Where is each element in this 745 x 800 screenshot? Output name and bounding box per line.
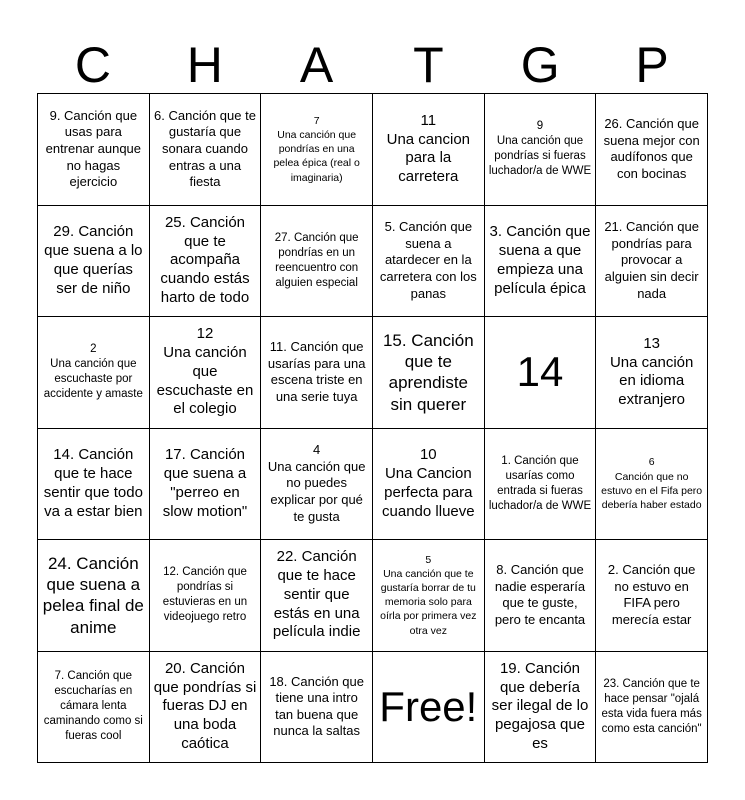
bingo-cell[interactable]: 24. Canción que suena a pelea final de anime — [38, 540, 150, 652]
bingo-cell[interactable]: 7. Canción que escucharías en cámara lenta caminando como si fueras cool — [38, 652, 150, 764]
header-letter: P — [635, 37, 669, 93]
bingo-cell[interactable]: 6 Canción que no estuvo en el Fifa pero debería haber estado — [596, 429, 708, 541]
bingo-cell[interactable]: 14. Canción que te hace sentir que todo va a estar bien — [38, 429, 150, 541]
header-letter: G — [520, 37, 560, 93]
bingo-cell[interactable]: 12. Canción que pondrías si estuvieras en un videojuego retro — [150, 540, 262, 652]
bingo-cell[interactable]: 6. Canción que te gustaría que sonara cuando entras a una fiesta — [150, 94, 262, 206]
bingo-cell[interactable]: 11 Una cancion para la carretera — [373, 94, 485, 206]
bingo-cell[interactable]: 1. Canción que usarías como entrada si fueras luchador/a de WWE — [485, 429, 597, 541]
bingo-cell[interactable]: 23. Canción que te hace pensar "ojalá esta vida fuera más como esta canción" — [596, 652, 708, 764]
bingo-cell[interactable]: 21. Canción que pondrías para provocar a alguien sin decir nada — [596, 206, 708, 318]
bingo-cell[interactable]: 13 Una canción en idioma extranjero — [596, 317, 708, 429]
bingo-cell[interactable]: 8. Canción que nadie esperaría que te guste, pero te encanta — [485, 540, 597, 652]
bingo-cell[interactable]: 9 Una canción que pondrías si fueras luchador/a de WWE — [485, 94, 597, 206]
bingo-cell[interactable]: 9. Canción que usas para entrenar aunque no hagas ejercicio — [38, 94, 150, 206]
bingo-cell[interactable]: 25. Canción que te acompaña cuando estás harto de todo — [150, 206, 262, 318]
bingo-cell[interactable]: 5. Canción que suena a atardecer en la carretera con los panas — [373, 206, 485, 318]
bingo-cell[interactable]: 7 Una canción que pondrías en una pelea épica (real o imaginaria) — [261, 94, 373, 206]
bingo-cell[interactable]: 3. Canción que suena a que empieza una película épica — [485, 206, 597, 318]
bingo-cell[interactable]: 18. Canción que tiene una intro tan buena que nunca la saltas — [261, 652, 373, 764]
header-letter: T — [413, 37, 444, 93]
bingo-cell[interactable]: 14 — [485, 317, 597, 429]
bingo-cell[interactable]: 26. Canción que suena mejor con audífonos que con bocinas — [596, 94, 708, 206]
bingo-cell[interactable]: 11. Canción que usarías para una escena triste en una serie tuya — [261, 317, 373, 429]
bingo-cell[interactable]: 15. Canción que te aprendiste sin querer — [373, 317, 485, 429]
bingo-cell[interactable]: 20. Canción que pondrías si fueras DJ en una boda caótica — [150, 652, 262, 764]
bingo-cell[interactable]: 4 Una canción que no puedes explicar por qué te gusta — [261, 429, 373, 541]
bingo-cell[interactable]: 27. Canción que pondrías en un reencuentro con alguien especial — [261, 206, 373, 318]
bingo-cell[interactable]: 29. Canción que suena a lo que querías ser de niño — [38, 206, 150, 318]
free-space-cell[interactable]: Free! — [373, 652, 485, 764]
bingo-cell[interactable]: 2 Una canción que escuchaste por accidente y amaste — [38, 317, 150, 429]
bingo-header — [37, 36, 708, 93]
bingo-cell[interactable]: 10 Una Cancion perfecta para cuando llueve — [373, 429, 485, 541]
header-letter: A — [299, 37, 334, 93]
header-letter: C — [74, 37, 111, 93]
bingo-cell[interactable]: 17. Canción que suena a "perreo en slow motion" — [150, 429, 262, 541]
header-letter: H — [186, 37, 223, 93]
bingo-cell[interactable]: 5 Una canción que te gustaría borrar de tu memoria solo para oírla por primera vez otra vez — [373, 540, 485, 652]
bingo-cell[interactable]: 12 Una canción que escuchaste en el colegio — [150, 317, 262, 429]
bingo-cell[interactable]: 2. Canción que no estuvo en FIFA pero merecía estar — [596, 540, 708, 652]
bingo-cell[interactable]: 19. Canción que debería ser ilegal de lo pegajosa que es — [485, 652, 597, 764]
bingo-grid — [37, 93, 708, 763]
bingo-cell[interactable]: 22. Canción que te hace sentir que estás en una película indie — [261, 540, 373, 652]
